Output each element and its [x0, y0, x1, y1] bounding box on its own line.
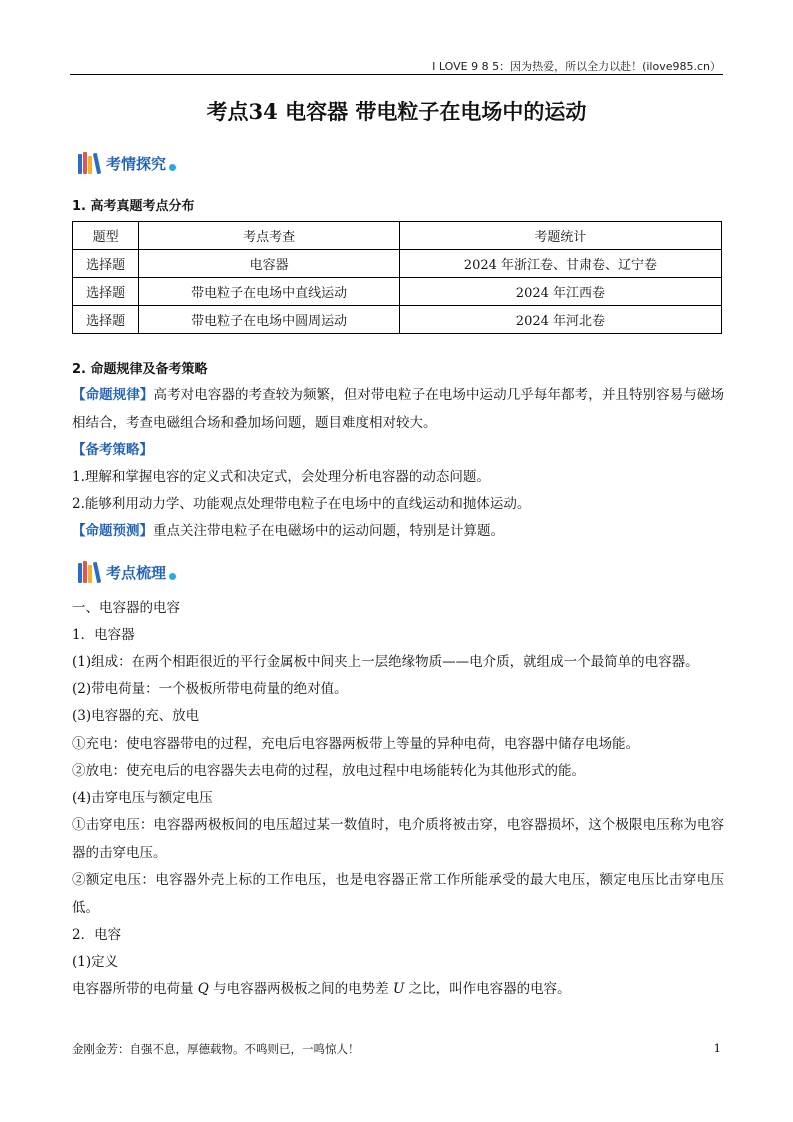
table-row [73, 250, 722, 278]
content-line: (1)组成：在两个相距很近的平行金属板中间夹上一层绝缘物质——电介质，就组成一个最简单的电容器。 [72, 654, 699, 670]
books-icon [78, 152, 100, 174]
predict-tag: 【命题预测】 [72, 523, 153, 539]
table-cell: 选择题 [73, 306, 139, 334]
rule-tag: 【命题规律】 [72, 387, 154, 403]
table-header-cell: 考题统计 [399, 222, 721, 250]
content-line: (3)电容器的充、放电 [72, 708, 200, 724]
table-cell: 选择题 [73, 250, 139, 278]
strategy-item: 1.理解和掌握电容的定义式和决定式，会处理分析电容器的动态问题。 [72, 469, 490, 485]
strategy-tag-line [72, 436, 724, 464]
section-heading: 1. 高考真题考点分布 [72, 199, 195, 214]
header-text: I LOVE 9 8 5：因为热爱，所以全力以赴！(ilove985.cn） [432, 60, 721, 73]
predict-paragraph [72, 517, 724, 545]
table-cell: 2024 年浙江卷、甘肃卷、辽宁卷 [399, 250, 721, 278]
text-run: 电容器所带的电荷量 [72, 981, 198, 997]
content-line: ②放电：使充电后的电容器失去电荷的过程，放电过程中电场能转化为其他形式的能。 [72, 763, 585, 779]
table-cell: 电容器 [139, 250, 399, 278]
header-rule [70, 74, 723, 75]
books-icon [78, 561, 100, 583]
table-row [73, 306, 722, 334]
content-line: ①击穿电压：电容器两极板间的电压超过某一数值时，电介质将被击穿，电容器损坏，这个极限电压称为电容器的击穿电压。 [72, 817, 724, 861]
strategy-item: 2.能够利用动力学、功能观点处理带电粒子在电场中的直线运动和抛体运动。 [72, 496, 531, 512]
symbol-u: U [392, 981, 405, 997]
table-cell: 选择题 [73, 278, 139, 306]
badge-label: 考情探究 [106, 154, 167, 173]
exam-distribution-table [72, 221, 722, 334]
table-cell: 带电粒子在电场中直线运动 [139, 278, 399, 306]
predict-text: 重点关注带电粒子在电磁场中的运动问题，特别是计算题。 [153, 523, 504, 539]
section-heading: 2. 命题规律及备考策略 [72, 362, 208, 377]
badge-label: 考点梳理 [106, 563, 167, 582]
page-title: 考点34 电容器 带电粒子在电场中的运动 [206, 99, 587, 124]
text-run: 与电容器两极板之间的电势差 [208, 981, 393, 997]
footer-motto: 金刚金芳：自强不息，厚德载物。不鸣则已，一鸣惊人！ [72, 1042, 360, 1056]
symbol-q: Q [197, 981, 209, 997]
table-header-cell: 题型 [73, 222, 139, 250]
text-run: 之比，叫作电容器的电容。 [404, 981, 571, 997]
table-cell: 2024 年江西卷 [399, 278, 721, 306]
content-subheading: 2．电容 [72, 927, 122, 943]
table-header-row [73, 222, 722, 250]
strategy-tag: 【备考策略】 [72, 442, 153, 458]
content-subheading: 1．电容器 [72, 627, 135, 643]
dot-icon [169, 573, 176, 580]
table-cell: 带电粒子在电场中圆周运动 [139, 306, 399, 334]
table-row [73, 278, 722, 306]
content-line: (2)带电荷量：一个极板所带电荷量的绝对值。 [72, 681, 348, 697]
content-line: ②额定电压：电容器外壳上标的工作电压，也是电容器正常工作所能承受的最大电压，额定电压比击穿电压低。 [72, 872, 724, 916]
section-badge-key-points [78, 561, 176, 583]
content-line: (4)击穿电压与额定电压 [72, 790, 213, 806]
section-badge-exam-analysis [78, 152, 176, 174]
dot-icon [169, 164, 176, 171]
content-heading: 一、电容器的电容 [72, 600, 180, 616]
content-line: ①充电：使电容器带电的过程，充电后电容器两板带上等量的异种电荷，电容器中储存电场能。 [72, 736, 639, 752]
rule-text: 高考对电容器的考查较为频繁，但对带电粒子在电场中运动几乎每年都考，并且特别容易与磁场相结合，考查电磁组合场和叠加场问题，题目难度相对较大。 [72, 387, 725, 431]
content-line [72, 975, 724, 1003]
rule-paragraph [72, 381, 724, 437]
table-header-cell: 考点考查 [139, 222, 399, 250]
table-cell: 2024 年河北卷 [399, 306, 721, 334]
page-number: 1 [713, 1041, 721, 1055]
content-line: (1)定义 [72, 954, 119, 970]
